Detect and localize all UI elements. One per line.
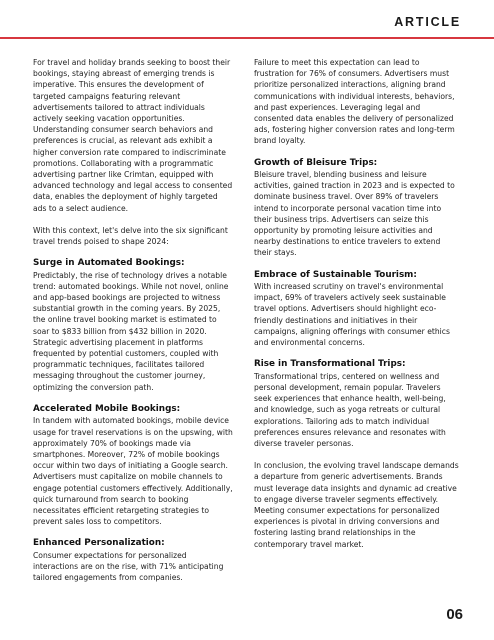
section-body-sustainable: With increased scrutiny on travel's environmental impact, 69% of travelers actively seek sustainable travel options. Advertisers should highlight eco-friendly destinations and initiatives in their campaigns, aligning offerings with consumer ethics and environmental concerns. xyxy=(254,282,450,348)
section-heading-mobile-bookings: Accelerated Mobile Bookings: xyxy=(33,403,181,414)
section-heading-sustainable: Embrace of Sustainable Tourism: xyxy=(254,269,417,280)
section-heading-automated-bookings: Surge in Automated Bookings: xyxy=(33,258,185,269)
section-heading-transformational: Rise in Transformational Trips: xyxy=(254,359,406,370)
section-body-mobile-bookings: In tandem with automated bookings, mobile device usage for travel reservations is on the upswing, with approximately 70% of bookings made via smartphones. Moreover, 72% of mobile bookings occur within two days of initiating a Google search. Advertisers must capitalize on mobile channels to engage potential customers effectively. Additionally, quick turnaround from search to booking necessitates efficient retargeting strategies to prevent sales loss to competitors. xyxy=(33,416,233,527)
left-column xyxy=(33,57,233,594)
section-heading-personalization: Enhanced Personalization: xyxy=(33,538,165,549)
conclusion-paragraph: In conclusion, the evolving travel landscape demands a departure from generic advertisements. Brands must leverage data insights and dynamic ad creative to engage diverse traveler segments effectively. Meeting consumer expectations for personalized experiences is pivotal in driving conversions and fostering lasting brand relationships in the contemporary travel market. xyxy=(254,461,459,549)
page-number: 06 xyxy=(446,606,463,623)
intro-paragraph-2: With this context, let's delve into the six significant travel trends poised to shape 2024: xyxy=(33,225,228,247)
section-body-automated-bookings: Predictably, the rise of technology drives a notable trend: automated bookings. While not novel, online and app-based bookings are projected to witness substantial growth in the coming years. By 2025, the online travel booking market is estimated to soar to $833 billion from $432 billion in 2020. Strategic advertising placement in platforms frequented by potential customers, coupled with programmatic techniques, facilitates tailored messaging throughout the customer journey, optimizing the conversion path. xyxy=(33,270,229,392)
article-label: ARTICLE xyxy=(394,15,461,29)
section-body-bleisure: Bleisure travel, blending business and leisure activities, gained traction in 2023 and is expected to dominate business travel. Over 89% of travelers intend to incorporate personal vacation time into their business trips. Advertisers can seize this opportunity by promoting leisure activities and nearby destinations to entice travelers to extend their stays. xyxy=(254,170,455,258)
header-divider xyxy=(0,37,494,39)
intro-paragraph: For travel and holiday brands seeking to boost their bookings, staying abreast of emerging trends is imperative. This ensures the development of targeted campaigns featuring relevant advertisements tailored to attract individuals actively seeking vacation opportunities. Understanding consumer search behaviors and preferences is crucial, as relevant ads exhibit a higher conversion rate compared to indiscriminate promotions. Collaborating with a programmatic advertising partner like Crimtan, equipped with advanced technology and legal access to consented data, enables the deployment of highly targeted ads to a select audience. xyxy=(33,58,233,213)
section-body-personalization: Consumer expectations for personalized interactions are on the rise, with 71% anticipating tailored engagements from companies. xyxy=(33,550,224,583)
continued-paragraph: Failure to meet this expectation can lead to frustration for 76% of consumers. Advertisers must prioritize personalized interactions, aligning brand communications with individual interests, behaviors, and past experiences. Leveraging legal and consented data enables the delivery of personalized ads, fostering higher conversion rates and long-term brand loyalty. xyxy=(254,58,455,146)
section-heading-bleisure: Growth of Bleisure Trips: xyxy=(254,157,378,168)
section-body-transformational: Transformational trips, centered on wellness and personal development, remain popular. Travelers seek experiences that enhance health, well-being, and knowledge, such as yoga retreats or cultural explorations. Tailoring ads to match individual preferences ensures relevance and resonates with diverse traveler personas. xyxy=(254,371,446,448)
right-column xyxy=(254,57,460,561)
